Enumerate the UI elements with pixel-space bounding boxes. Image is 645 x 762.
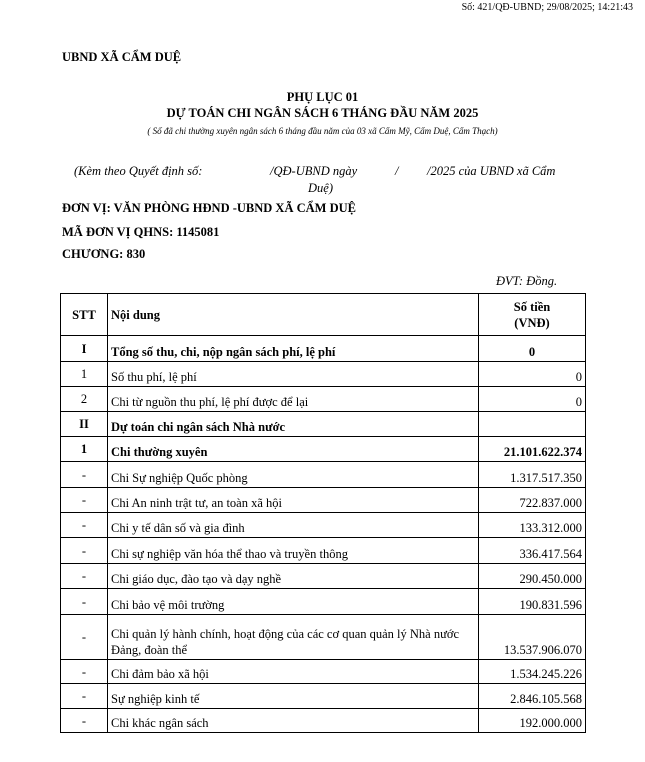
table-row — [61, 387, 586, 412]
row-content: Chi thường xuyên — [108, 437, 479, 462]
row-stt: 1 — [61, 362, 108, 387]
row-content: Chi An ninh trật tư, an toàn xã hội — [108, 488, 479, 513]
row-content: Chi từ nguồn thu phí, lệ phí được để lại — [108, 387, 479, 412]
row-stt: - — [61, 660, 108, 684]
row-stt: 1 — [61, 437, 108, 462]
ref-part-4: /2025 của UBND xã Cẩm — [427, 164, 556, 178]
table-row — [61, 709, 586, 733]
row-amount: 21.101.622.374 — [479, 437, 586, 462]
ref-part-2: /QĐ-UBND ngày — [270, 164, 358, 178]
table-row — [61, 488, 586, 513]
row-amount: 133.312.000 — [479, 513, 586, 538]
table-header-row — [61, 294, 586, 336]
organization-name: UBND XÃ CẨM DUỆ — [62, 50, 182, 64]
title-note: ( Số đã chi thường xuyên ngân sách 6 tháng đầu năm của 03 xã Cẩm Mỹ, Cẩm Duệ, Cẩm Thạch) — [147, 126, 498, 136]
table-row — [61, 615, 586, 660]
table-row — [61, 336, 586, 362]
table-row — [61, 660, 586, 684]
row-content: Chi y tế dân số và gia đình — [108, 513, 479, 538]
row-amount: 190.831.596 — [479, 589, 586, 615]
budget-table — [60, 293, 586, 733]
decision-reference — [62, 164, 582, 200]
row-content: Chi giáo dục, đào tạo và dạy nghề — [108, 564, 479, 589]
ref-part-5: Duệ) — [308, 181, 333, 195]
row-stt: - — [61, 564, 108, 589]
row-amount: 0 — [479, 336, 586, 362]
header-content: Nội dung — [108, 294, 479, 336]
table-row — [61, 462, 586, 488]
document-title: DỰ TOÁN CHI NGÂN SÁCH 6 THÁNG ĐẦU NĂM 2025 — [166, 106, 479, 120]
row-amount: 1.317.517.350 — [479, 462, 586, 488]
row-stt: II — [61, 412, 108, 437]
table-row — [61, 684, 586, 709]
row-amount: 290.450.000 — [479, 564, 586, 589]
header-amount — [479, 294, 586, 336]
table-row — [61, 437, 586, 462]
row-content: Chi đảm bảo xã hội — [108, 660, 479, 684]
row-stt: - — [61, 488, 108, 513]
row-content: Chi bảo vệ môi trường — [108, 589, 479, 615]
chapter: CHƯƠNG: 830 — [62, 247, 146, 261]
row-stt: - — [61, 589, 108, 615]
row-amount: 0 — [479, 362, 586, 387]
row-amount: 13.537.906.070 — [479, 615, 586, 660]
row-stt: - — [61, 513, 108, 538]
row-content: Sự nghiệp kinh tế — [108, 684, 479, 709]
header-stt: STT — [61, 294, 108, 336]
table-row — [61, 589, 586, 615]
row-amount: 722.837.000 — [479, 488, 586, 513]
unit-code: MÃ ĐƠN VỊ QHNS: 1145081 — [62, 225, 220, 239]
unit-name: ĐƠN VỊ: VĂN PHÒNG HĐND -UBND XÃ CẨM DUỆ — [62, 201, 356, 215]
document-stamp: Số: 421/QĐ-UBND; 29/08/2025; 14:21:43 — [461, 2, 633, 13]
row-content: Chi khác ngân sách — [108, 709, 479, 733]
row-stt: - — [61, 462, 108, 488]
row-amount: 1.534.245.226 — [479, 660, 586, 684]
table-row — [61, 513, 586, 538]
row-stt: - — [61, 538, 108, 564]
ref-part-1: (Kèm theo Quyết định số: — [74, 164, 203, 178]
row-amount: 0 — [479, 387, 586, 412]
header-amount-line2: (VNĐ) — [514, 315, 550, 330]
row-content: Chi sự nghiệp văn hóa thể thao và truyền thông — [108, 538, 479, 564]
row-stt: - — [61, 615, 108, 660]
row-content: Số thu phí, lệ phí — [108, 362, 479, 387]
appendix-label: PHỤ LỤC 01 — [286, 90, 359, 104]
table-row — [61, 412, 586, 437]
table-row — [61, 362, 586, 387]
row-amount: 192.000.000 — [479, 709, 586, 733]
row-content: Chi quản lý hành chính, hoạt động của các cơ quan quản lý Nhà nước Đảng, đoàn thể — [108, 615, 479, 660]
row-stt: I — [61, 336, 108, 362]
row-stt: - — [61, 684, 108, 709]
ref-part-3: / — [395, 164, 399, 178]
row-content: Tổng số thu, chi, nộp ngân sách phí, lệ phí — [108, 336, 479, 362]
row-amount: 2.846.105.568 — [479, 684, 586, 709]
row-amount — [479, 412, 586, 437]
row-content: Chi Sự nghiệp Quốc phòng — [108, 462, 479, 488]
row-stt: - — [61, 709, 108, 733]
currency-unit: ĐVT: Đồng. — [496, 274, 558, 288]
row-stt: 2 — [61, 387, 108, 412]
row-content: Dự toán chi ngân sách Nhà nước — [108, 412, 479, 437]
header-amount-line1: Số tiền — [513, 299, 551, 314]
row-amount: 336.417.564 — [479, 538, 586, 564]
table-row — [61, 564, 586, 589]
table-row — [61, 538, 586, 564]
